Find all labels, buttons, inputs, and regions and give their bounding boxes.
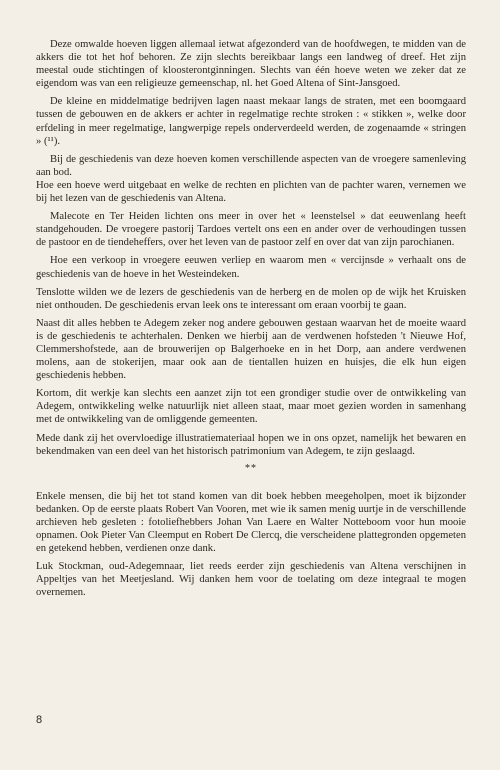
paragraph: Kortom, dit werkje kan slechts een aanzet zijn tot een grondiger studie over de ontwikkeling van Adegem, ontwikkeling welke natuurlijk niet alleen staat, maar moet gezien worden in samenhang met de ontwikkeling van de omliggende gemeenten. — [36, 388, 466, 426]
paragraph: Bij de geschiedenis van deze hoeven komen verschillende aspecten van de vroegere samenleving aan bod. — [36, 153, 466, 178]
paragraph: Hoe een verkoop in vroegere eeuwen verliep en waarom men « vercijnsde » verhaalt ons de geschiedenis van de hoeve in het Westeindeken. — [36, 255, 466, 280]
paragraph: Tenslotte wilden we de lezers de geschiedenis van de herberg en de molen op de wijk het Kruisken niet onthouden. De geschiedenis ervan leek ons te interessant om eraan voorbij te gaan. — [36, 286, 466, 311]
paragraph: Hoe een hoeve werd uitgebaat en welke de rechten en plichten van de pachter waren, vernemen we bij het lezen van de geschiedenis van Altena. — [36, 179, 466, 205]
paragraph: Luk Stockman, oud-Adegemnaar, liet reeds eerder zijn geschiedenis van Altena verschijnen in Appeltjes van het Meetjesland. Wij danken hem voor de toelating om deze integraal te mogen overnemen. — [36, 561, 466, 599]
paragraph: Malecote en Ter Heiden lichten ons meer in over het « leenstelsel » dat eeuwenlang heeft standgehouden. De vroegere pastorij Tardoes vertelt ons een en ander over de verhoudingen tussen de pastoor en de tiendeheffers, over het leven van de pastoor zelf en over dat van zijn parochianen. — [36, 211, 466, 249]
paragraph: De kleine en middelmatige bedrijven lagen naast mekaar langs de straten, met een boomgaard tussen de gebouwen en de akkers er achter in regelmatige rechte stroken : « stikken », welke door erfdeling in meer regelmatige, langwerpige repels onderverdeeld werden, de zogenaamde « stringen » (¹¹). — [36, 96, 466, 147]
paragraph: Mede dank zij het overvloedige illustratiemateriaal hopen we in ons opzet, namelijk het bewaren en bekendmaken van een deel van het historisch patrimonium van Adegem, te zijn geslaagd. — [36, 432, 466, 457]
paragraph: Deze omwalde hoeven liggen allemaal ietwat afgezonderd van de hoofdwegen, te midden van de akkers die tot het hof behoren. Ze zijn slechts bereikbaar langs een landweg of dreef. Het zijn meestal oude stichtingen of kloosterontginningen. Slechts van één hoeve weten we zeker dat ze eigendom was van een religieuze gemeenschap, nl. het Goed Altena of Sint-Jansgoed. — [36, 39, 466, 90]
paragraph: Naast dit alles hebben te Adegem zeker nog andere gebouwen gestaan waarvan het de moeite waard is de geschiedenis te achterhalen. Denken we hierbij aan de verdwenen hofsteden 't Nieuwe Hof, Clemmershofstede, aan de brouwerijen op Balgerhoeke en in het Dorp, aan andere verdwenen molens, aan de stokerijen, maar ook aan de tientallen huizen en huisjes, die elk hun eigen geschiedenis hebben. — [36, 317, 466, 382]
paragraph: Enkele mensen, die bij het tot stand komen van dit boek hebben meegeholpen, moet ik bijzonder bedanken. Op de eerste plaats Robert Van Vooren, met wie ik samen menig uurtje in de verschillende archieven heb gesleten : fotoliefhebbers Johan Van Laere en Walter Notteboom voor hun mooie opnamen. Ook Pieter Van Cleemput en Robert De Clercq, die verscheidene plattegronden opgemeten en getekend hebben, verdienen onze dank. — [36, 490, 466, 555]
section-separator: ** — [245, 462, 257, 474]
page-number: 8 — [36, 714, 43, 726]
